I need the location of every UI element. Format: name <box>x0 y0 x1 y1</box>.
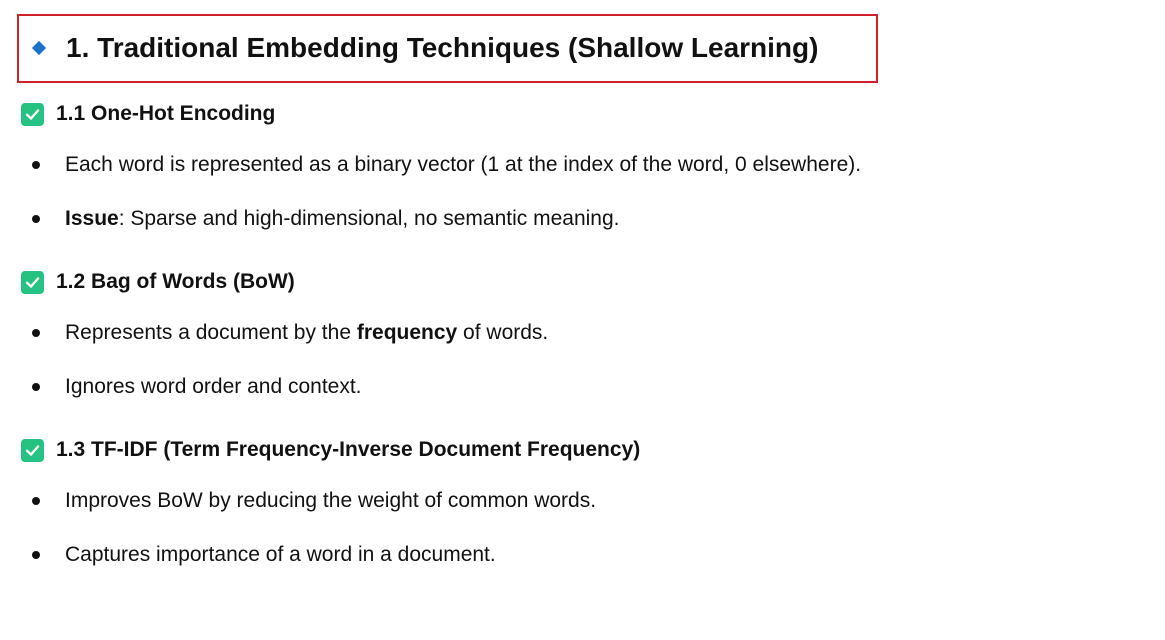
list-item-text: Ignores word order and context. <box>65 375 362 398</box>
check-mark-icon <box>21 439 44 462</box>
section-title-text: 1.1 One-Hot Encoding <box>56 102 276 125</box>
list-item <box>32 204 620 234</box>
list-item-text: : Sparse and high-dimensional, no semantic meaning. <box>118 207 620 230</box>
list-item <box>32 150 861 180</box>
section-title-one-hot <box>21 99 275 129</box>
section-title-tf-idf <box>21 435 640 465</box>
check-mark-icon <box>21 103 44 126</box>
list-item-bold: Issue <box>65 207 119 230</box>
section-title-bag-of-words <box>21 267 295 297</box>
section-title-text: 1.2 Bag of Words (BoW) <box>56 270 295 293</box>
page-title <box>30 26 818 70</box>
bullet-dot <box>32 329 40 337</box>
bullet-dot <box>32 161 40 169</box>
list-item-text: Improves BoW by reducing the weight of common words. <box>65 489 597 512</box>
page-title-text: 1. Traditional Embedding Techniques (Shallow Learning) <box>66 32 819 63</box>
section-title-text: 1.3 TF-IDF (Term Frequency-Inverse Document Frequency) <box>56 438 641 461</box>
list-item-text: Captures importance of a word in a document. <box>65 543 496 566</box>
bullet-dot <box>32 551 40 559</box>
bullet-dot <box>32 497 40 505</box>
blue-diamond-icon <box>32 41 46 55</box>
check-mark-icon <box>21 271 44 294</box>
list-item <box>32 318 548 348</box>
list-item <box>32 372 362 402</box>
list-item-text: Each word is represented as a binary vector (1 at the index of the word, 0 elsewhere). <box>65 153 862 176</box>
list-item-bold: frequency <box>356 321 458 344</box>
list-item <box>32 486 596 516</box>
list-item-text: Represents a document by the <box>65 321 357 344</box>
list-item-text: of words. <box>457 321 549 344</box>
list-item <box>32 540 496 570</box>
bullet-dot <box>32 383 40 391</box>
bullet-dot <box>32 215 40 223</box>
